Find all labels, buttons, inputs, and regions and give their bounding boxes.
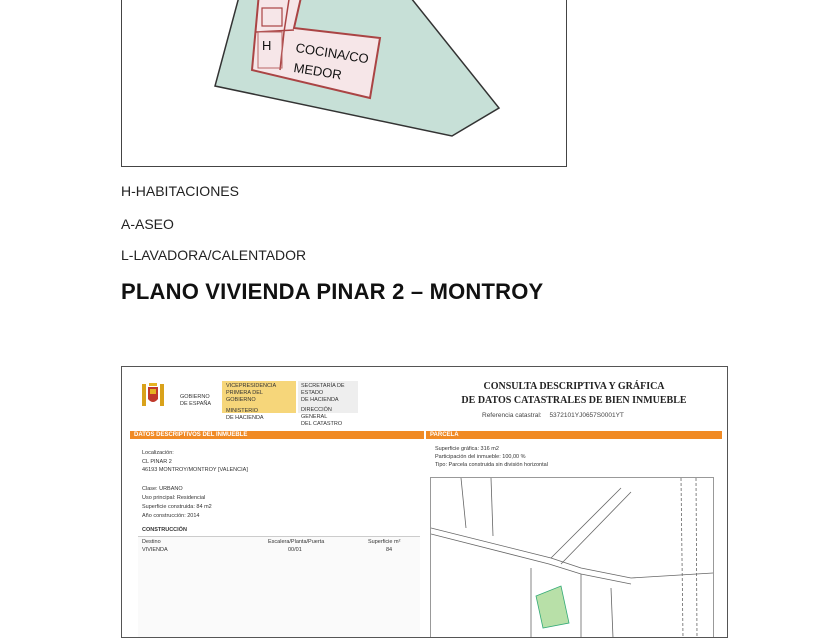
uso: Uso principal: Residencial: [142, 495, 206, 501]
catastro-header-1: CONSULTA DESCRIPTIVA Y GRÁFICA: [483, 381, 665, 392]
secretaria-block: [298, 381, 358, 427]
superficie: Superficie construida: 84 m2: [142, 504, 212, 510]
sec-line-4: DEL CATASTRO: [301, 421, 343, 427]
gov-line-2: DE ESPAÑA: [180, 401, 212, 407]
legend-item-aseo: A-ASEO: [121, 216, 174, 232]
ministry-line-3: MINISTERIO: [226, 408, 259, 414]
catastro-header-2: DE DATOS CATASTRALES DE BIEN INMUEBLE: [461, 395, 687, 406]
participacion: Participación del inmueble: 100,00 %: [435, 454, 526, 460]
sup-grafica: Superficie gráfica: 316 m2: [435, 446, 499, 452]
construccion-heading: CONSTRUCCIÓN: [142, 527, 187, 533]
ministry-line-4: DE HACIENDA: [226, 415, 264, 421]
floor-plan-drawing: [122, 0, 566, 166]
catastro-document: [121, 366, 728, 638]
row-superficie: 84: [386, 547, 393, 553]
ministry-line-1: VICEPRESIDENCIA: [226, 383, 277, 389]
row-destino: VIVIENDA: [142, 547, 168, 553]
room-kitchen-label-1: COCINA/CO: [294, 40, 370, 67]
ministry-block: [222, 381, 296, 421]
anio: Año construcción: 2014: [142, 513, 200, 519]
legend-item-habitaciones: H-HABITACIONES: [121, 183, 239, 199]
room-h-label: H: [262, 38, 272, 53]
sec-line-1: SECRETARÍA DE ESTADO: [301, 383, 345, 396]
col-superficie: Superficie m²: [368, 539, 401, 545]
loc-line-1: CL PINAR 2: [142, 459, 172, 465]
left-section-bar: DATOS DESCRIPTIVOS DEL INMUEBLE: [130, 431, 424, 439]
tipo: Tipo: Parcela construida sin división horizontal: [435, 462, 548, 468]
parcela-map: [430, 477, 714, 638]
ref-label: Referencia catastral:: [482, 412, 542, 419]
col-escalera: Escalera/Planta/Puerta: [268, 539, 325, 545]
construccion-table: [138, 536, 420, 637]
clase: Clase: URBANO: [142, 486, 183, 492]
ref-value: 5372101YJ0657S0001YT: [549, 412, 624, 419]
legend-item-lavadora: L-LAVADORA/CALENTADOR: [121, 247, 307, 263]
row-escalera: 00/01: [288, 547, 302, 553]
page-title: PLANO VIVIENDA PINAR 2 – MONTROY: [121, 279, 544, 304]
loc-line-2: 46193 MONTROY/MONTROY [VALENCIA]: [142, 467, 248, 473]
floor-plan: [121, 0, 567, 167]
col-destino: Destino: [142, 539, 161, 545]
sec-line-3: DIRECCIÓN GENERAL: [301, 407, 332, 420]
sec-line-2: DE HACIENDA: [301, 397, 339, 403]
gov-line-1: GOBIERNO: [180, 394, 210, 400]
coat-of-arms-icon: [138, 381, 168, 411]
loc-label: Localización:: [142, 450, 174, 456]
ministry-line-2: PRIMERA DEL GOBIERNO: [226, 390, 263, 403]
parcela-map-drawing: [431, 478, 713, 638]
right-section-bar: PARCELA: [426, 431, 722, 439]
room-kitchen-label-2: MEDOR: [292, 60, 343, 83]
